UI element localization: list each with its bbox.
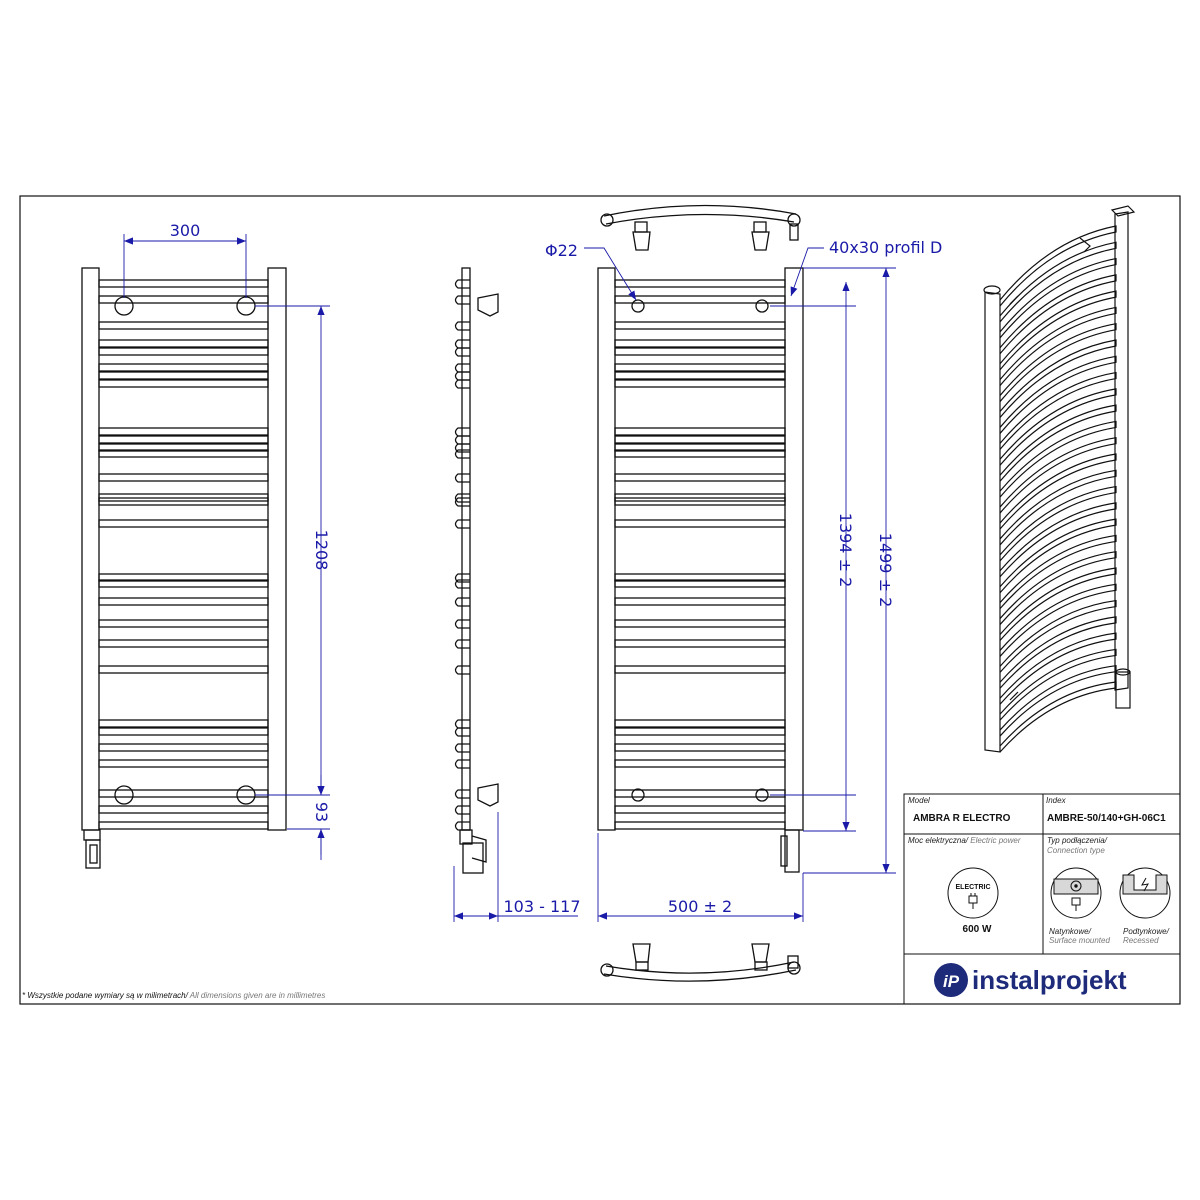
front-dimensions xyxy=(124,234,330,860)
side-rail-end xyxy=(456,806,471,814)
back-rail xyxy=(615,428,785,435)
side-rail-end xyxy=(456,340,471,348)
front-rail xyxy=(99,720,268,727)
back-rail xyxy=(615,280,785,287)
back-rail xyxy=(615,760,785,767)
side-rail-end xyxy=(456,744,471,752)
recessed-icon xyxy=(1120,868,1170,918)
dim-front-height: 1208 xyxy=(312,529,331,571)
electric-badge-icon xyxy=(948,868,998,918)
side-rail-end xyxy=(456,380,471,388)
top-view xyxy=(601,205,800,250)
perspective-rail xyxy=(1000,389,1116,465)
back-rails xyxy=(615,280,785,829)
back-rail xyxy=(615,728,785,735)
footnote: * Wszystkie podane wymiary są w milimetrach/ All dimensions given are in millimetres xyxy=(22,991,326,1000)
perspective-rail xyxy=(1000,421,1116,497)
perspective-rail xyxy=(1000,503,1116,577)
perspective-rail xyxy=(1000,438,1116,513)
perspective-rail xyxy=(1000,535,1116,608)
side-rail-end xyxy=(456,598,471,606)
connection-label-en: Connection type xyxy=(1047,846,1105,855)
side-rail-ends xyxy=(456,280,471,830)
mounting-hole-top-left xyxy=(115,297,133,315)
front-view xyxy=(82,268,286,868)
brand-logo xyxy=(934,963,968,997)
back-rail xyxy=(615,640,785,647)
side-rail-end xyxy=(456,280,471,288)
connection-top-right xyxy=(756,300,768,312)
dim-front-bottom: 93 xyxy=(312,801,331,823)
connection-top-left xyxy=(632,300,644,312)
svg-text:iP: iP xyxy=(942,972,960,991)
model-label: Model xyxy=(908,796,930,805)
front-rail xyxy=(99,806,268,813)
front-rail xyxy=(99,364,268,371)
perspective-rail xyxy=(1000,487,1116,561)
bottom-view xyxy=(601,944,800,981)
brand-name: instalprojekt xyxy=(972,965,1127,995)
side-rail-end xyxy=(456,760,471,768)
power-value: 600 W xyxy=(962,924,992,935)
front-rail xyxy=(99,620,268,627)
side-rail-end xyxy=(456,364,471,372)
dim-width: 500 ± 2 xyxy=(667,897,733,916)
side-rail-end xyxy=(456,822,471,830)
front-rail xyxy=(99,520,268,527)
wall-bracket-top xyxy=(478,294,498,316)
side-view xyxy=(456,268,499,873)
side-rail-end xyxy=(456,728,471,736)
surface-mounted-icon xyxy=(1051,868,1101,918)
perspective-rail xyxy=(1000,454,1116,529)
perspective-rail xyxy=(1000,226,1116,306)
front-rail xyxy=(99,760,268,767)
dim-depth: 103 - 117 xyxy=(503,897,581,916)
side-rail-end xyxy=(456,520,471,528)
connection-bottom-right xyxy=(756,789,768,801)
dim-pipe-diameter: Φ22 xyxy=(545,241,578,260)
back-rail xyxy=(615,620,785,627)
recessed-en: Recessed xyxy=(1123,936,1159,945)
back-rail xyxy=(615,806,785,813)
front-rail xyxy=(99,640,268,647)
surface-mounted-en: Surface mounted xyxy=(1049,936,1110,945)
back-rail xyxy=(615,744,785,751)
front-rail xyxy=(99,348,268,355)
connection-label-pl: Typ podłączenia/ xyxy=(1047,836,1107,845)
back-rail xyxy=(615,296,785,303)
side-rail-end xyxy=(456,436,471,444)
connection-bottom-left xyxy=(632,789,644,801)
front-rail xyxy=(99,744,268,751)
front-rail xyxy=(99,380,268,387)
side-rail-end xyxy=(456,348,471,356)
back-rail xyxy=(615,348,785,355)
dim-front-spacing: 300 xyxy=(169,221,201,240)
dim-profile: 40x30 profil D xyxy=(829,238,943,257)
back-rail xyxy=(615,372,785,379)
sheet-border xyxy=(20,196,1180,1004)
front-rail xyxy=(99,340,268,347)
back-rail xyxy=(615,474,785,481)
front-rail xyxy=(99,474,268,481)
side-rail-end xyxy=(456,640,471,648)
power-label: Moc elektryczna/ Electric power xyxy=(908,836,1021,845)
side-rail-end xyxy=(456,372,471,380)
front-rail xyxy=(99,322,268,329)
back-view xyxy=(598,268,803,872)
electric-badge-label: ELECTRIC xyxy=(955,884,991,891)
front-rails xyxy=(99,280,268,829)
perspective-rail xyxy=(1000,470,1116,545)
mounting-hole-bottom-left xyxy=(115,786,133,804)
side-rail-end xyxy=(456,790,471,798)
surface-mounted-pl: Natynkowe/ xyxy=(1049,927,1091,936)
front-rail xyxy=(99,372,268,379)
side-rail-end xyxy=(456,428,471,436)
mounting-hole-bottom-right xyxy=(237,786,255,804)
back-rail xyxy=(615,598,785,605)
back-rail xyxy=(615,436,785,443)
front-rail xyxy=(99,822,268,829)
index-value: AMBRE-50/140+GH-06C1 xyxy=(1047,813,1166,824)
side-rail-end xyxy=(456,620,471,628)
back-rail xyxy=(615,790,785,797)
side-rail-end xyxy=(456,474,471,482)
perspective-rails xyxy=(1000,226,1116,752)
side-rail-end xyxy=(456,296,471,304)
dim-height-total: 1499 ± 2 xyxy=(876,532,895,608)
front-rail xyxy=(99,666,268,673)
perspective-rail xyxy=(1000,519,1116,593)
side-rail-end xyxy=(456,322,471,330)
perspective-rail xyxy=(1000,666,1116,736)
perspective-rail xyxy=(1000,405,1116,481)
side-rail-end xyxy=(456,666,471,674)
perspective-view xyxy=(984,206,1134,752)
recessed-pl: Podtynkowe/ xyxy=(1123,927,1169,936)
mounting-hole-top-right xyxy=(237,297,255,315)
dim-height-axis: 1394 ± 2 xyxy=(836,512,855,588)
back-rail xyxy=(615,322,785,329)
back-rail xyxy=(615,720,785,727)
back-rail xyxy=(615,380,785,387)
front-rail xyxy=(99,598,268,605)
back-rail xyxy=(615,520,785,527)
back-rail xyxy=(615,822,785,829)
front-rail xyxy=(99,728,268,735)
index-label: Index xyxy=(1046,796,1066,805)
front-rail xyxy=(99,436,268,443)
front-rail xyxy=(99,790,268,797)
back-rail xyxy=(615,364,785,371)
model-value: AMBRA R ELECTRO xyxy=(913,813,1011,824)
wall-bracket-bottom xyxy=(478,784,498,806)
heating-element xyxy=(84,830,100,840)
back-rail xyxy=(615,340,785,347)
front-rail xyxy=(99,428,268,435)
side-rail-end xyxy=(456,720,471,728)
back-rail xyxy=(615,666,785,673)
